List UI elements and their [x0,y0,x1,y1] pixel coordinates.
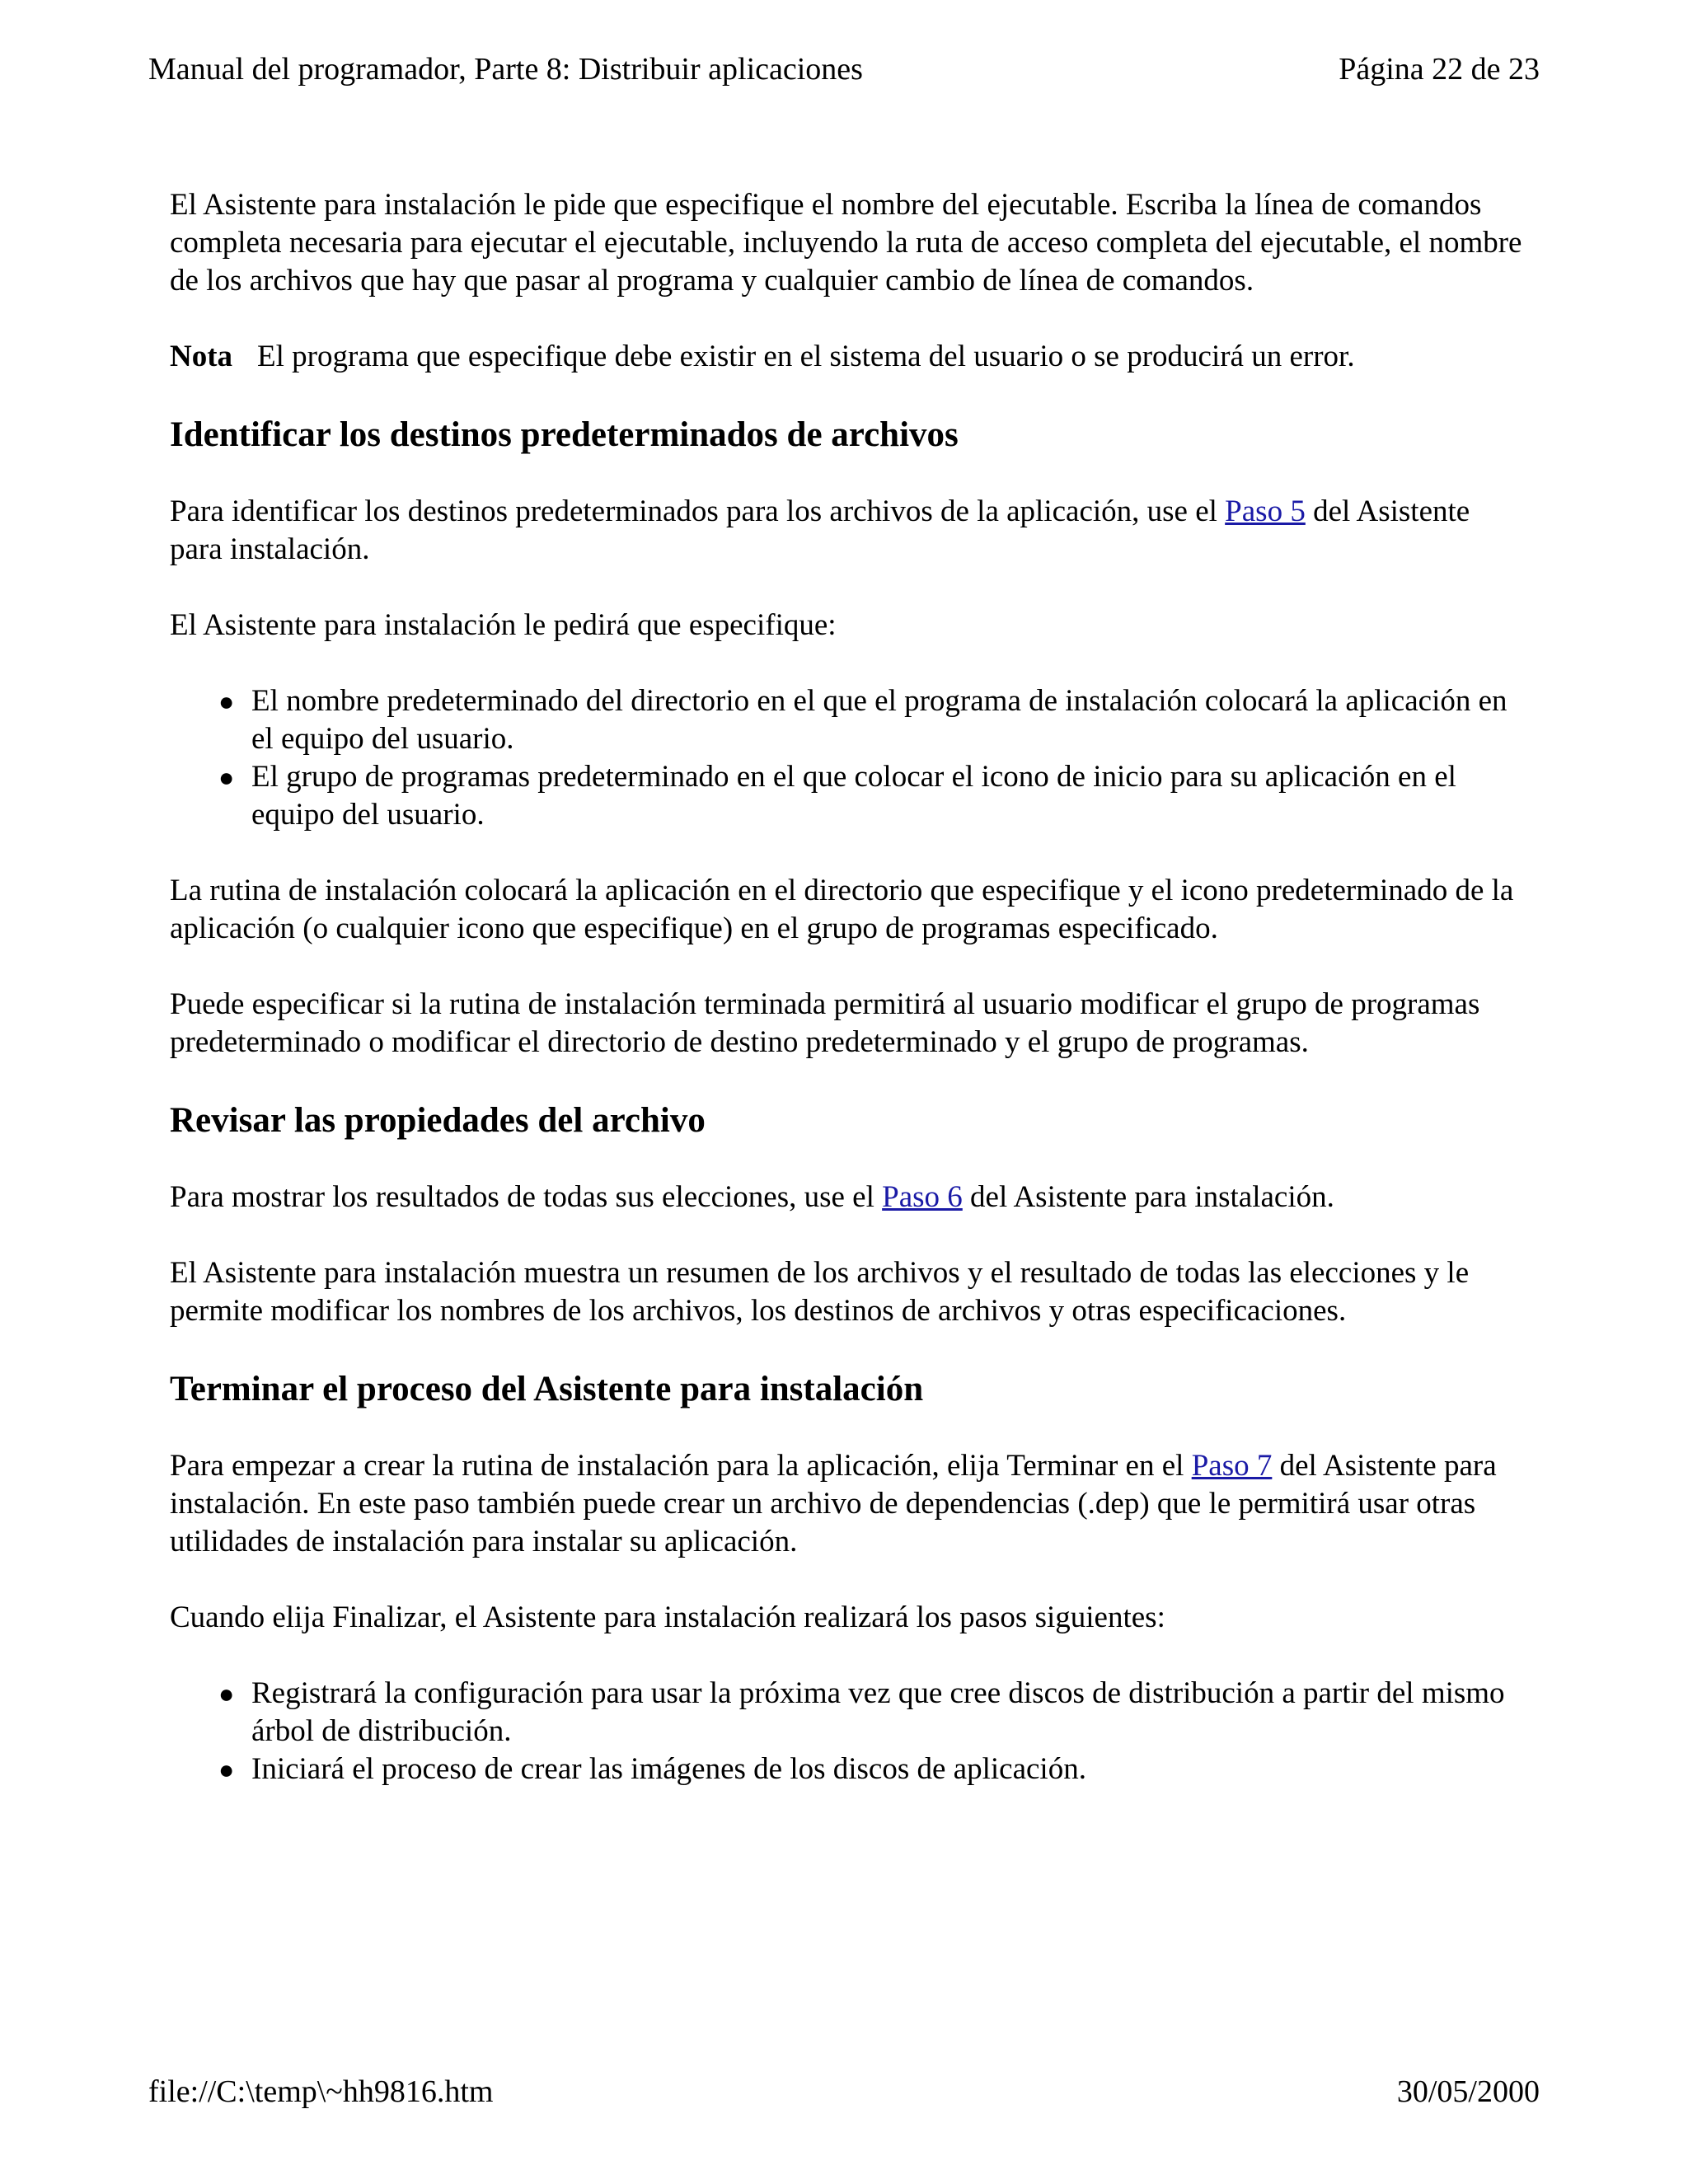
paragraph-empezar [170,1447,1530,1561]
list-item-text: El grupo de programas predeterminado en el que colocar el icono de inicio para su aplicación en el equipo del usuario. [251,760,1456,832]
list-item [218,1750,1530,1788]
document-title: Manual del programador, Parte 8: Distribuir aplicaciones [148,52,863,87]
document-body [170,186,1530,1826]
bullet-icon: ● [218,687,235,716]
file-path: file://C:\temp\~hh9816.htm [148,2074,494,2109]
paragraph-destinos-text-after: del Asistente para instalación. [170,494,1470,566]
heading-destinos: Identificar los destinos predeterminados de archivos [170,415,959,454]
page-header [148,48,1540,97]
paragraph-empezar-text-after: del Asistente para instalación. En este paso también puede crear un archivo de dependencias (.dep) que le permitirá usar otras utilidades de instalación para instalar su aplicación. [170,1449,1497,1558]
list-item-text: Iniciará el proceso de crear las imágenes de los discos de aplicación. [251,1752,1086,1786]
bullet-icon: ● [218,762,235,792]
heading-revisar: Revisar las propiedades del archivo [170,1101,706,1140]
paragraph-ejecutable: El Asistente para instalación le pide que especifique el nombre del ejecutable. Escriba la línea de comandos completa necesaria para ejecutar el ejecutable, incluyendo la ruta de acceso completa del ejecutable, el nombre de los archivos que hay que pasar al programa y cualquier cambio de línea de comandos. [170,188,1522,298]
bullet-icon: ● [218,1755,235,1784]
link-paso-5[interactable]: Paso 5 [1225,494,1306,528]
list-item-text: El nombre predeterminado del directorio en el que el programa de instalación colocará la aplicación en el equipo del usuario. [251,684,1507,756]
heading-terminar: Terminar el proceso del Asistente para instalación [170,1370,924,1408]
paragraph-rutina: La rutina de instalación colocará la aplicación en el directorio que especifique y el icono predeterminado de la aplicación (o cualquier icono que especifique) en el grupo de programas especificado. [170,874,1514,945]
list-item-text: Registrará la configuración para usar la próxima vez que cree discos de distribución a partir del mismo árbol de distribución. [251,1676,1505,1748]
paragraph-resumen: El Asistente para instalación muestra un resumen de los archivos y el resultado de todas las elecciones y le permite modificar los nombres de los archivos, los destinos de archivos y otras especificaciones. [170,1256,1470,1328]
note-label: Nota [170,340,233,373]
page-footer [148,2070,1540,2120]
list-item [218,758,1530,834]
bullet-list-pasos [170,1675,1530,1788]
paragraph-empezar-text-before: Para empezar a crear la rutina de instalación para la aplicación, elija Terminar en el [170,1449,1192,1483]
bullet-icon: ● [218,1679,235,1708]
bullet-list-destinos [170,682,1530,834]
link-paso-6[interactable]: Paso 6 [882,1180,963,1214]
link-paso-7[interactable]: Paso 7 [1191,1449,1273,1483]
paragraph-pedira: El Asistente para instalación le pedirá que especifique: [170,608,837,642]
paragraph-destinos-text-before: Para identificar los destinos predeterminados para los archivos de la aplicación, use el [170,494,1226,528]
print-date: 30/05/2000 [1396,2074,1540,2109]
page-number: Página 22 de 23 [1339,52,1540,87]
list-item [218,1675,1530,1750]
paragraph-mostrar-text-before: Para mostrar los resultados de todas sus elecciones, use el [170,1180,883,1214]
paragraph-mostrar [170,1179,1530,1216]
paragraph-mostrar-text-after: del Asistente para instalación. [962,1180,1334,1214]
paragraph-finalizar: Cuando elija Finalizar, el Asistente para instalación realizará los pasos siguientes: [170,1601,1165,1634]
list-item [218,682,1530,758]
paragraph-destinos [170,493,1530,569]
note [170,338,1530,376]
paragraph-puede: Puede especificar si la rutina de instalación terminada permitirá al usuario modificar el grupo de programas predeterminado o modificar el directorio de destino predeterminado y el grupo de programas. [170,987,1480,1059]
note-text: El programa que especifique debe existir en el sistema del usuario o se producirá un error. [257,340,1355,373]
